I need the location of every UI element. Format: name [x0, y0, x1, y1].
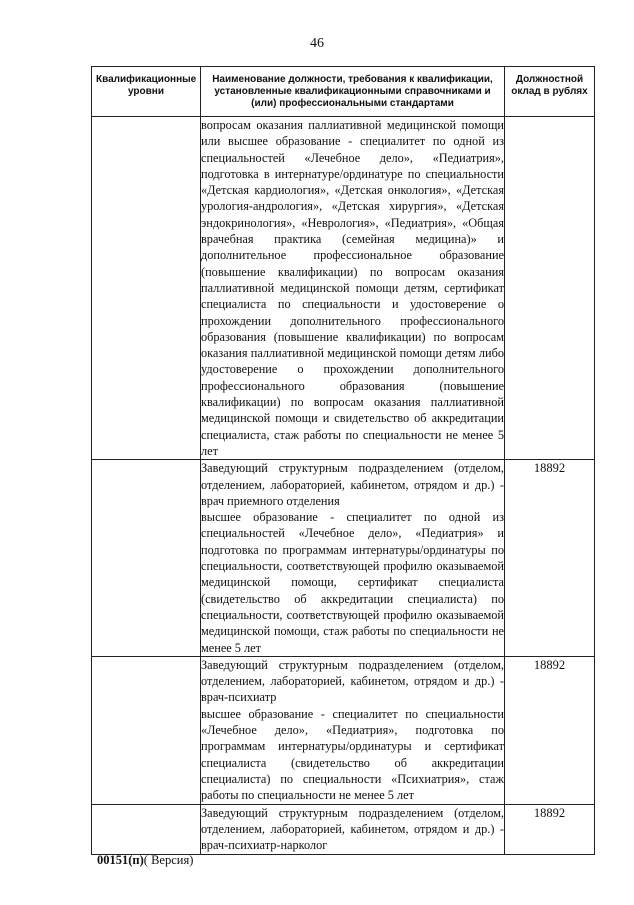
salary-cell: 18892 [505, 804, 595, 854]
requirements-text: высшее образование - специалитет по специальности «Лечебное дело», «Педиатрия», подготовка по программам интернатуры/ординатуры и сертификат специалиста (свидетельство об аккредитации специалиста) по специальности «Психиатрия», стаж работы по специальности не менее 5 лет [201, 706, 504, 803]
level-cell [92, 460, 201, 657]
position-cell [201, 656, 505, 804]
header-salary: Должностной оклад в рублях [505, 67, 595, 117]
salary-cell: 18892 [505, 656, 595, 804]
document-version: ( Версия) [143, 853, 194, 867]
table-row [92, 460, 595, 657]
requirements-text: вопросам оказания паллиативной медицинской помощи или высшее образование - специалитет по одной из специальностей «Лечебное дело», «Педиатрия», подготовка в интернатуре/ординатуре по специальности «Детская кардиология», «Детская онкология», «Детская урология-андрология», «Детская хирургия», «Детская эндокринология», «Неврология», «Педиатрия», «Общая врачебная практика (семейная медицина)» и дополнительное профессиональное образование (повышение квалификации) по вопросам оказания паллиативной медицинской помощи детям, сертификат специалиста по специальности и удостоверение о прохождении дополнительного профессионального образования (повышение квалификации) по вопросам оказания паллиативной медицинской помощи детям либо удостоверение о прохождении дополнительного профессионального образования (повышение квалификации) по вопросам оказания паллиативной медицинской помощи и свидетельство об аккредитации специалиста, стаж работы по специальности не менее 5 лет [201, 118, 504, 458]
position-title: Заведующий структурным подразделением (отделом, отделением, лабораторией, кабинетом, отрядом и др.) - врач-психиатр-нарколог [201, 805, 504, 853]
document-footer [97, 853, 193, 868]
header-qualification-levels: Квалификационные уровни [92, 67, 201, 117]
requirements-text: высшее образование - специалитет по одной из специальностей «Лечебное дело», «Педиатрия» и подготовка по программам интернатуры/ординатуры по специальности, соответствующей профилю оказываемой медицинской помощи, сертификат специалиста (свидетельство об аккредитации специалиста) по специальности, соответствующей профилю оказываемой медицинской помощи, стаж работы по специальности не менее 5 лет [201, 510, 504, 655]
salary-cell [505, 117, 595, 460]
position-cell [201, 117, 505, 460]
level-cell [92, 804, 201, 854]
table-header-row [92, 67, 595, 117]
table-row [92, 656, 595, 804]
position-cell [201, 460, 505, 657]
document-code: 00151(п) [97, 853, 144, 867]
header-position-requirements: Наименование должности, требования к квалификации, установленные квалификационными справочниками и (или) профессиональными стандартами [201, 67, 505, 117]
table-row [92, 117, 595, 460]
qualification-table [91, 66, 595, 855]
position-cell [201, 804, 505, 854]
level-cell [92, 117, 201, 460]
level-cell [92, 656, 201, 804]
page-number: 46 [310, 36, 324, 51]
position-title: Заведующий структурным подразделением (отделом, отделением, лабораторией, кабинетом, отрядом и др.) - врач приемного отделения [201, 461, 504, 508]
salary-cell: 18892 [505, 460, 595, 657]
table-row [92, 804, 595, 854]
position-title: Заведующий структурным подразделением (отделом, отделением, лабораторией, кабинетом, отрядом и др.) - врач-психиатр [201, 657, 504, 705]
